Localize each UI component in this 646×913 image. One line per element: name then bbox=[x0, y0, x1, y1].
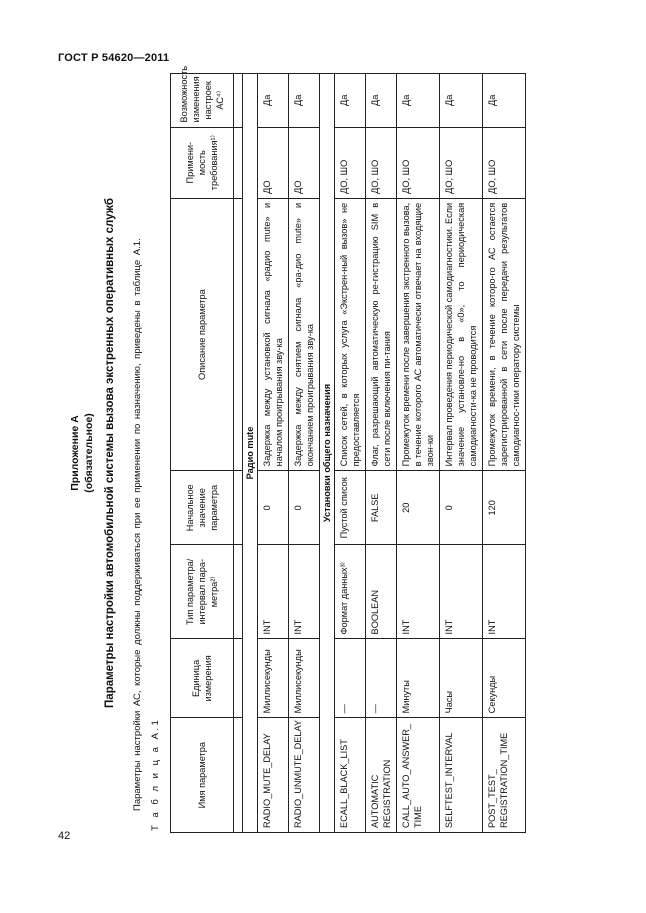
table-row bbox=[440, 74, 483, 833]
changeable-cell: Да bbox=[366, 74, 397, 128]
applicability-cell: ДО, ШО bbox=[483, 127, 526, 198]
changeable-cell: Да bbox=[483, 74, 526, 128]
description-cell: Список сетей, в которых услуга «Экстрен-ный вызов» не предоставляется bbox=[335, 198, 366, 471]
unit-cell: Миллисекунды bbox=[289, 639, 320, 718]
appendix-title: Приложение А bbox=[69, 415, 81, 491]
table-row bbox=[483, 74, 526, 833]
applicability-cell: ДО, ШО bbox=[440, 127, 483, 198]
spacer-cell bbox=[234, 74, 243, 128]
unit-cell: Секунды bbox=[483, 639, 526, 718]
unit-cell: Часы bbox=[440, 639, 483, 718]
description-cell: Интервал проведения периодической самодиагностики. Если значение установле-но в «0», то периодическая самодиагности-ка не проводится bbox=[440, 198, 483, 471]
unit-cell: Миллисекунды bbox=[258, 639, 289, 718]
description-cell: Задержка между снятием сигнала «ра-дио mute» и окончанием проигрывания зву-ка bbox=[289, 198, 320, 471]
initial-value-cell: 20 bbox=[397, 471, 440, 545]
param-name-cell: AUTOMATIC REGISTRATION bbox=[366, 718, 397, 833]
header-param-name: Имя параметра bbox=[171, 718, 234, 833]
changeable-cell: Да bbox=[335, 74, 366, 128]
description-cell: Промежуток времени, в течение которо-го АС остается зарегистрированной в сети после передачи результатов самодиагнос-тики оператору системы bbox=[483, 198, 526, 471]
applicability-cell: ДО bbox=[289, 127, 320, 198]
spacer-cell bbox=[234, 198, 243, 471]
applicability-cell: ДО bbox=[258, 127, 289, 198]
spacer-cell bbox=[234, 718, 243, 833]
header-applicability: Примени-мость требования¹⁾ bbox=[171, 127, 234, 198]
parameters-table bbox=[170, 65, 526, 833]
applicability-cell: ДО, ШО bbox=[366, 127, 397, 198]
unit-cell: — bbox=[335, 639, 366, 718]
changeable-cell: Да bbox=[397, 74, 440, 128]
rotated-page-content bbox=[60, 65, 586, 833]
type-cell: Формат данных³⁾ bbox=[335, 545, 366, 639]
table-header-row bbox=[171, 74, 234, 833]
initial-value-cell: Пустой список bbox=[335, 471, 366, 545]
header-initial: Начальное значение параметра bbox=[171, 471, 234, 545]
type-cell: INT bbox=[483, 545, 526, 639]
table-row bbox=[335, 74, 366, 833]
appendix-heading bbox=[68, 73, 96, 833]
table-row bbox=[289, 74, 320, 833]
table-row bbox=[258, 74, 289, 833]
standard-code: ГОСТ Р 54620—2011 bbox=[58, 52, 170, 64]
param-name-cell: POST_TEST_ REGISTRATION_TIME bbox=[483, 718, 526, 833]
applicability-cell: ДО, ШО bbox=[397, 127, 440, 198]
spacer-cell bbox=[234, 639, 243, 718]
type-cell: INT bbox=[289, 545, 320, 639]
table-row bbox=[366, 74, 397, 833]
unit-cell: — bbox=[366, 639, 397, 718]
description-cell: Флаг, разрешающий автоматическую ре-гистрацию SIM в сети после включения пи-тания bbox=[366, 198, 397, 471]
param-name-cell: ECALL_BLACK_LIST bbox=[335, 718, 366, 833]
group-title: Установки общего назначения bbox=[320, 74, 335, 833]
spacer-cell bbox=[234, 471, 243, 545]
header-unit: Единица измерения bbox=[171, 639, 234, 718]
table-caption: Т а б л и ц а А.1 bbox=[150, 717, 161, 831]
initial-value-cell: 120 bbox=[483, 471, 526, 545]
type-cell: BOOLEAN bbox=[366, 545, 397, 639]
param-name-cell: RADIO_MUTE_DELAY bbox=[258, 718, 289, 833]
intro-text: Параметры настройки АС, которые должны поддерживаться при ее применении по назначению, приведены в таблице А.1. bbox=[132, 238, 143, 811]
changeable-cell: Да bbox=[258, 74, 289, 128]
unit-cell: Минуты bbox=[397, 639, 440, 718]
header-type: Тип параметра/ интервал пара-метра²⁾ bbox=[171, 545, 234, 639]
param-name-cell: SELFTEST_INTERVAL bbox=[440, 718, 483, 833]
section-title: Параметры настройки автомобильной системы вызова экстренных оперативных служб bbox=[104, 198, 116, 708]
spacer-cell bbox=[234, 127, 243, 198]
param-name-cell: RADIO_UNMUTE_DELAY bbox=[289, 718, 320, 833]
param-name-cell: CALL_AUTO_ANSWER_ TIME bbox=[397, 718, 440, 833]
initial-value-cell: 0 bbox=[440, 471, 483, 545]
type-cell: INT bbox=[397, 545, 440, 639]
description-cell: Промежуток времени после завершения экстренного вызова, в течение которого АС автоматически отвечает на входящие звон-ки bbox=[397, 198, 440, 471]
changeable-cell: Да bbox=[289, 74, 320, 128]
type-cell: INT bbox=[258, 545, 289, 639]
applicability-cell: ДО, ШО bbox=[335, 127, 366, 198]
table-group-row bbox=[243, 74, 258, 833]
initial-value-cell: FALSE bbox=[366, 471, 397, 545]
table-body bbox=[234, 74, 526, 833]
table-spacer-row bbox=[234, 74, 243, 833]
group-title: Радио mute bbox=[243, 74, 258, 833]
page-number: 42 bbox=[58, 830, 71, 842]
header-description: Описание параметра bbox=[171, 198, 234, 471]
initial-value-cell: 0 bbox=[289, 471, 320, 545]
initial-value-cell: 0 bbox=[258, 471, 289, 545]
type-cell: INT bbox=[440, 545, 483, 639]
table-row bbox=[397, 74, 440, 833]
changeable-cell: Да bbox=[440, 74, 483, 128]
description-cell: Задержка между установкой сигнала «радио mute» и началом проигрывания зву-ка bbox=[258, 198, 289, 471]
table-group-row bbox=[320, 74, 335, 833]
appendix-status: (обязательное) bbox=[83, 413, 95, 493]
header-changeable: Возможность изменения настроек АС⁴⁾ bbox=[171, 74, 234, 128]
spacer-cell bbox=[234, 545, 243, 639]
